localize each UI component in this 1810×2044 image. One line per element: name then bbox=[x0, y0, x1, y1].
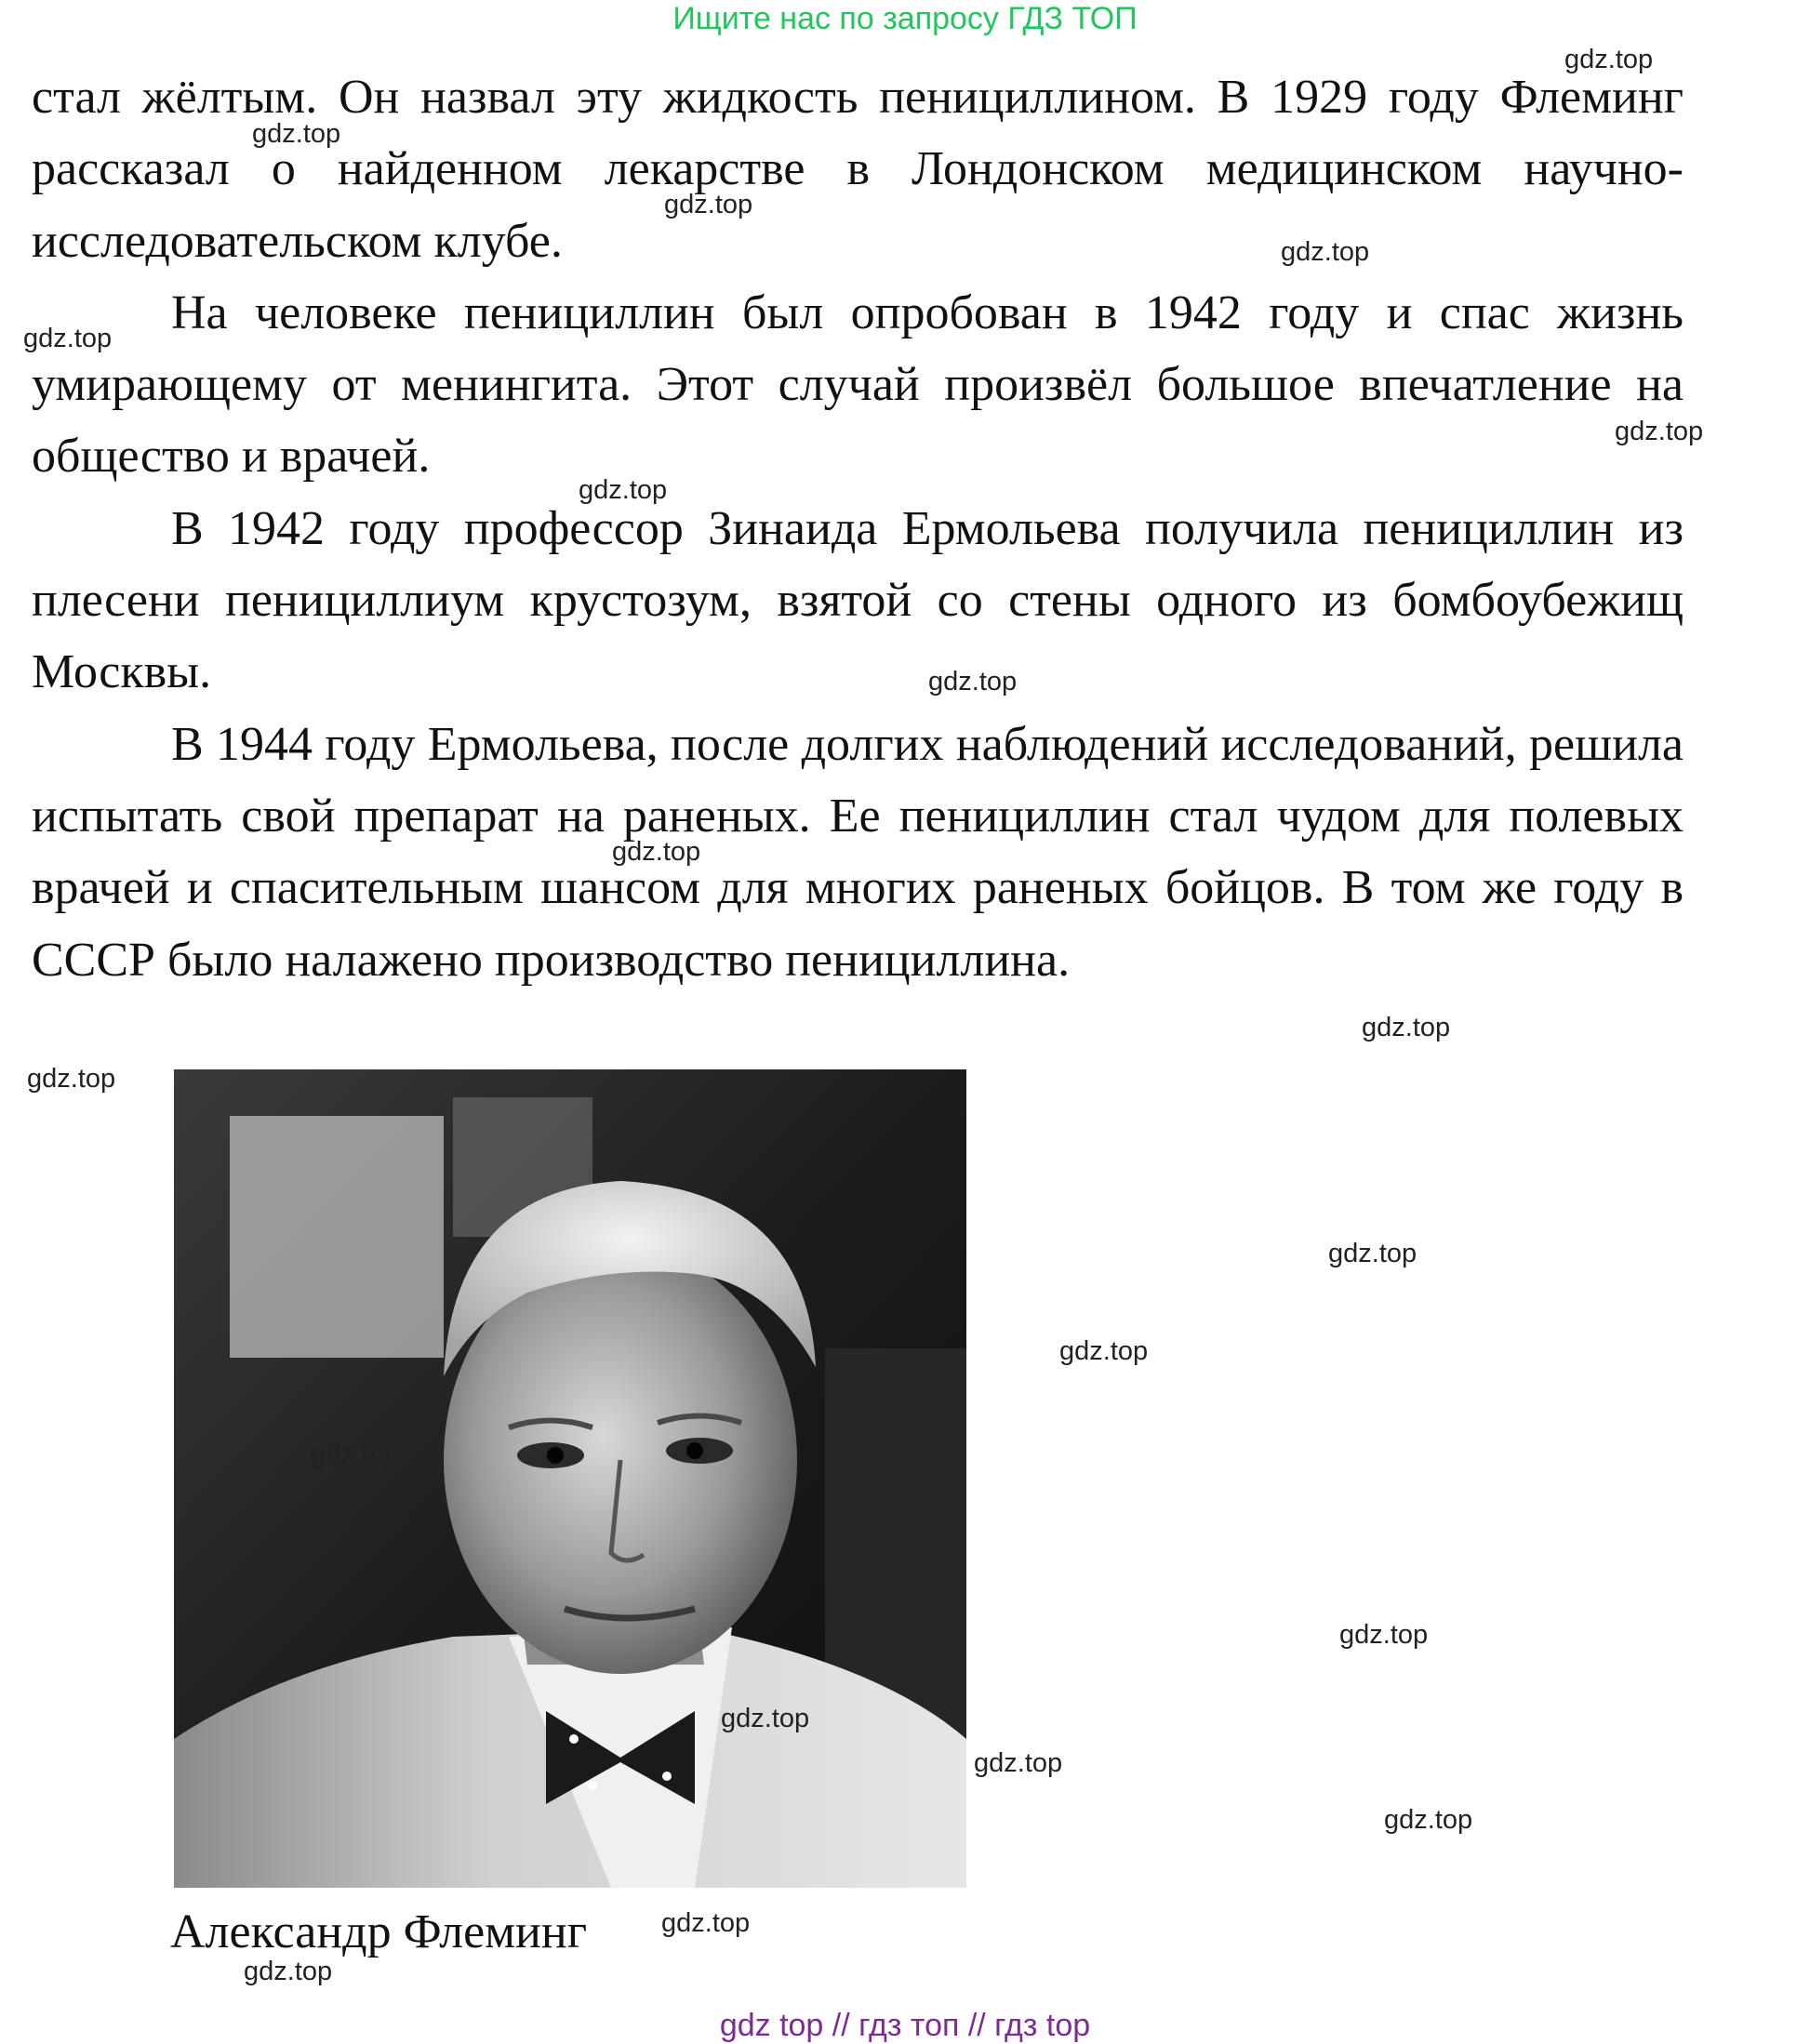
watermark-text: gdz.top bbox=[1564, 45, 1654, 74]
watermark-text: gdz.top bbox=[1615, 417, 1704, 446]
paragraph-4: В 1944 году Ермольева, после долгих наблюдений исследований, решила испытать свой препарат на раненых. Ее пенициллин стал чудом для полевых врачей и спасительным шансом для многих раненых бойцов. В том же году в СССР было налажено производство пенициллина. bbox=[32, 717, 1684, 987]
portrait-photo bbox=[174, 1069, 966, 1888]
paragraph-1: стал жёлтым. Он назвал эту жидкость пенициллином. В 1929 году Флеминг рассказал о найденном лекарстве в Лондонском медицинском научно-исследовательском клубе. bbox=[32, 71, 1684, 268]
watermark-text: gdz.top bbox=[244, 1957, 333, 1986]
watermark-text: gdz.top bbox=[579, 475, 668, 505]
watermark-text: gdz.top bbox=[612, 837, 701, 867]
watermark-text: gdz.top bbox=[974, 1748, 1063, 1778]
watermark-text: gdz.top bbox=[1384, 1805, 1473, 1835]
watermark-text: gdz.top bbox=[721, 1704, 810, 1733]
paragraph-2: На человеке пенициллин был опробован в 1942 году и спас жизнь умирающему от менингита. Этот случай произвёл большое впечатление на общество и врачей. bbox=[32, 285, 1684, 484]
watermark-text: gdz.top bbox=[1339, 1620, 1429, 1650]
top-banner: Ищите нас по запросу ГДЗ ТОП bbox=[672, 1, 1138, 36]
watermark-text: gdz.top bbox=[928, 667, 1018, 697]
watermark-text: gdz.top bbox=[23, 324, 113, 353]
watermark-text: gdz.top bbox=[1281, 237, 1370, 267]
watermark-text: gdz.top bbox=[1362, 1013, 1451, 1042]
paragraph-3: В 1942 году профессор Зинаида Ермольева получила пенициллин из плесени пенициллиум крустозум, взятой со стены одного из бомбоубежищ Москвы. bbox=[32, 501, 1684, 699]
watermark-text: gdz.top bbox=[661, 1908, 751, 1938]
watermark-text: gdz.top bbox=[664, 190, 753, 219]
watermark-text: gdz.top bbox=[1059, 1336, 1149, 1366]
watermark-text: gdz.top bbox=[311, 1440, 400, 1469]
article-text bbox=[32, 61, 1684, 996]
watermark-text: gdz.top bbox=[1328, 1239, 1417, 1268]
photo-caption: Александр Флеминг bbox=[170, 1905, 588, 1958]
watermark-text: gdz.top bbox=[27, 1064, 116, 1094]
footer-links[interactable]: gdz top // гдз топ // гдз top bbox=[719, 2008, 1091, 2043]
watermark-text: gdz.top bbox=[252, 119, 341, 149]
